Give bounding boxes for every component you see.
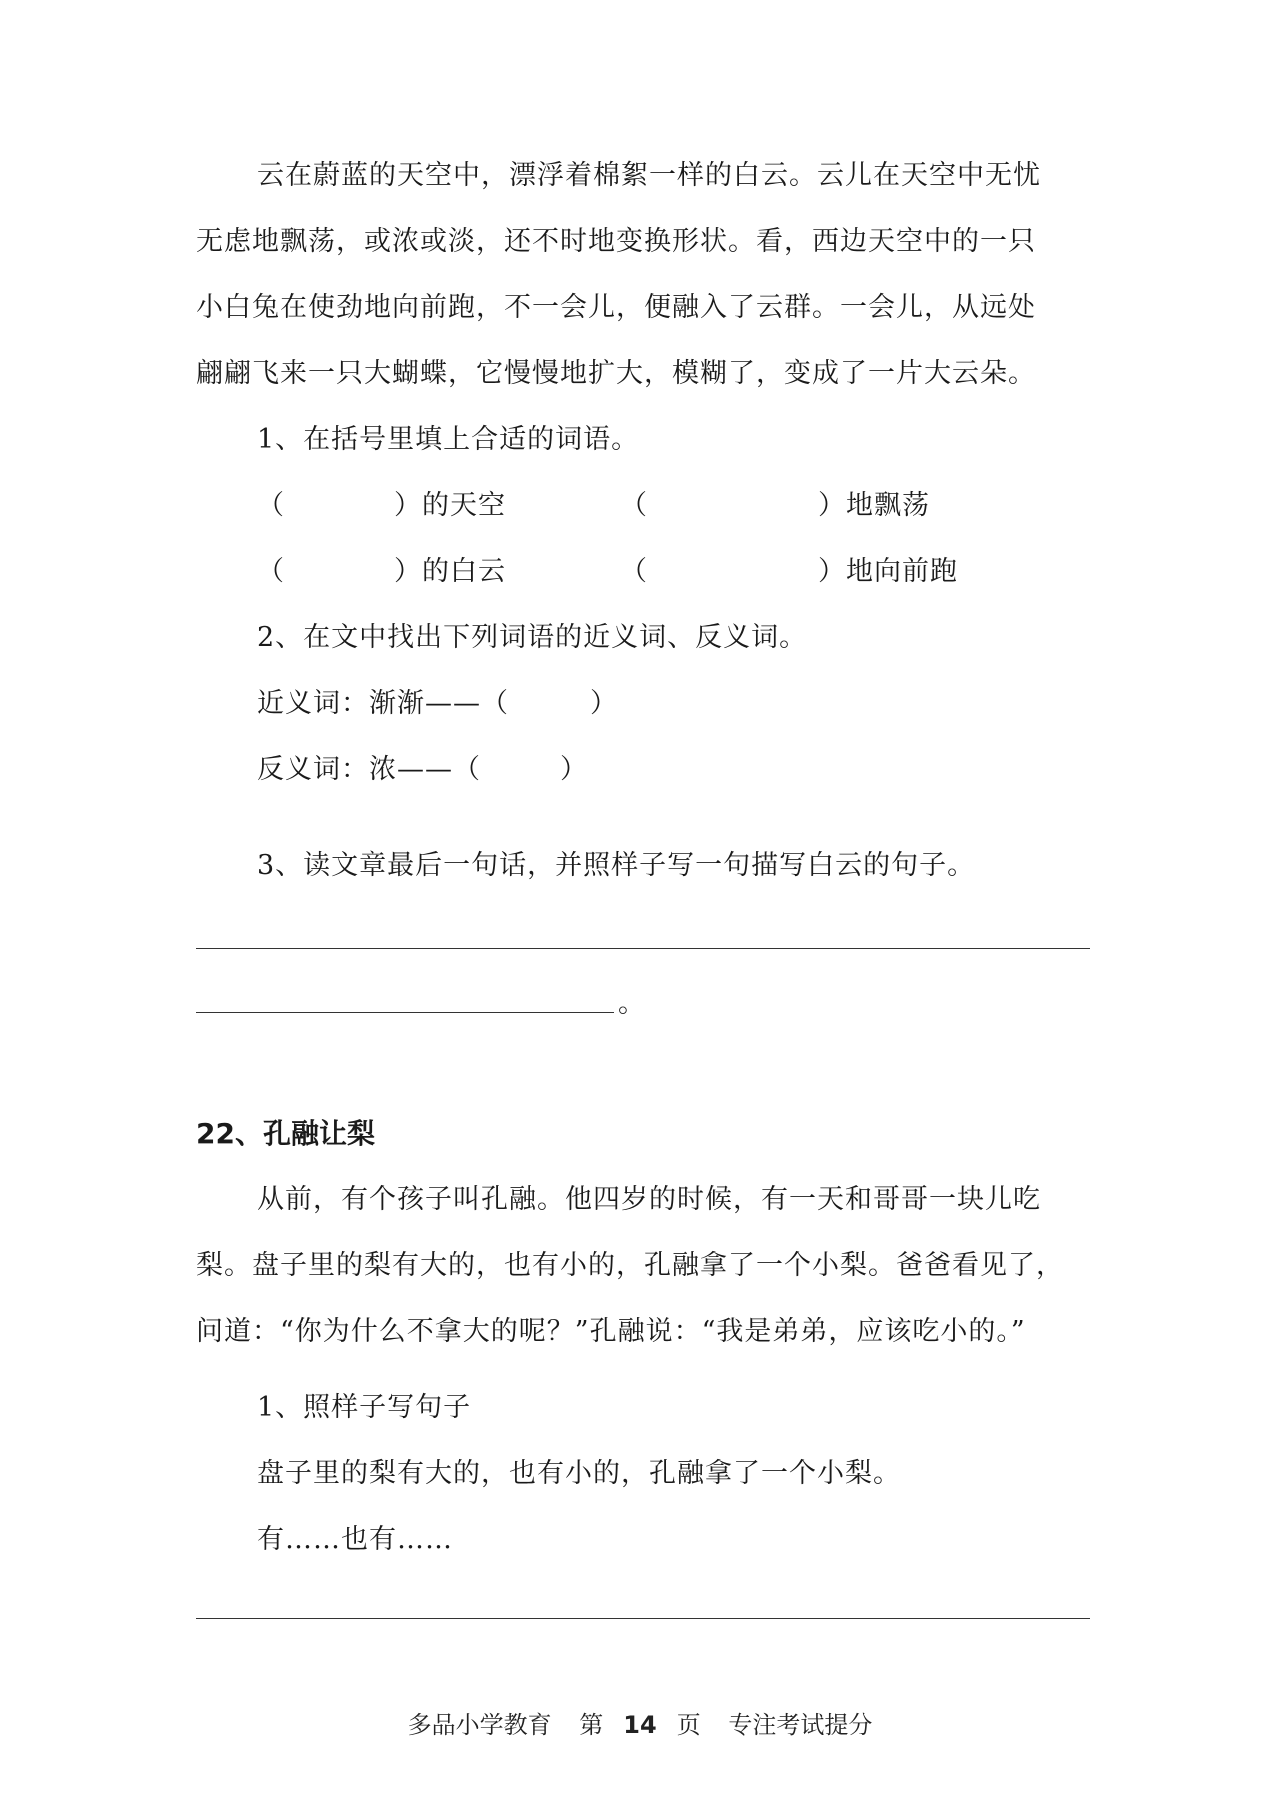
passage1-line-1: 云在蔚蓝的天空中，漂浮着棉絮一样的白云。云儿在天空中无忧	[257, 160, 1041, 191]
footer-page-prefix: 第	[579, 1711, 604, 1739]
footer-right: 专注考试提分	[728, 1711, 873, 1739]
q1-row1-left-close: ）的天空	[394, 490, 506, 521]
footer-page-suffix: 页	[676, 1711, 701, 1739]
q1-row1-right-open: （	[620, 490, 648, 521]
footer-page-number: 14	[623, 1711, 657, 1739]
footer-left: 多品小学教育	[407, 1711, 552, 1739]
passage1-line-3: 小白兔在使劲地向前跑，不一会儿，便融入了云群。一会儿，从远处	[196, 292, 1036, 323]
passage1-line-2: 无虑地飘荡，或浓或淡，还不时地变换形状。看，西边天空中的一只	[196, 226, 1036, 257]
section22-line-1: 从前，有个孩子叫孔融。他四岁的时候，有一天和哥哥一块儿吃	[257, 1184, 1041, 1215]
passage1-line-4: 翩翩飞来一只大蝴蝶，它慢慢地扩大，模糊了，变成了一片大云朵。	[196, 358, 1036, 389]
section22-q1-example: 盘子里的梨有大的，也有小的，孔融拿了一个小梨。	[257, 1458, 901, 1489]
q3-end-mark: 。	[618, 988, 646, 1019]
q2-synonym-close: ）	[590, 688, 618, 719]
q1-row2-left-close: ）的白云	[394, 556, 506, 587]
q1-row2-right-close: ）地向前跑	[818, 556, 958, 587]
q2-synonym-label: 近义词：渐渐——（	[257, 688, 509, 719]
q3-prompt: 3、读文章最后一句话，并照样子写一句描写白云的句子。	[257, 850, 976, 881]
q2-prompt: 2、在文中找出下列词语的近义词、反义词。	[257, 622, 808, 653]
q1-row2-right-open: （	[620, 556, 648, 587]
q1-row1-left-open: （	[257, 490, 285, 521]
section22-line-3: 问道：“你为什么不拿大的呢？”孔融说：“我是弟弟，应该吃小的。”	[196, 1316, 1026, 1347]
q1-prompt: 1、在括号里填上合适的词语。	[257, 424, 640, 455]
q3-answer-line-1	[196, 948, 1090, 949]
section22-line-2: 梨。盘子里的梨有大的，也有小的，孔融拿了一个小梨。爸爸看见了，	[196, 1250, 1064, 1281]
section-title: 22、孔融让梨	[196, 1117, 375, 1150]
section22-q1-pattern: 有……也有……	[257, 1524, 453, 1555]
q2-antonym-close: ）	[560, 754, 588, 785]
q1-row1-right-close: ）地飘荡	[818, 490, 930, 521]
q3-answer-line-2	[196, 1012, 614, 1013]
section22-answer-line	[196, 1618, 1090, 1619]
section22-q1-prompt: 1、照样子写句子	[257, 1392, 472, 1423]
q2-antonym-label: 反义词：浓——（	[257, 754, 481, 785]
q1-row2-left-open: （	[257, 556, 285, 587]
page-footer	[0, 1710, 1280, 1740]
